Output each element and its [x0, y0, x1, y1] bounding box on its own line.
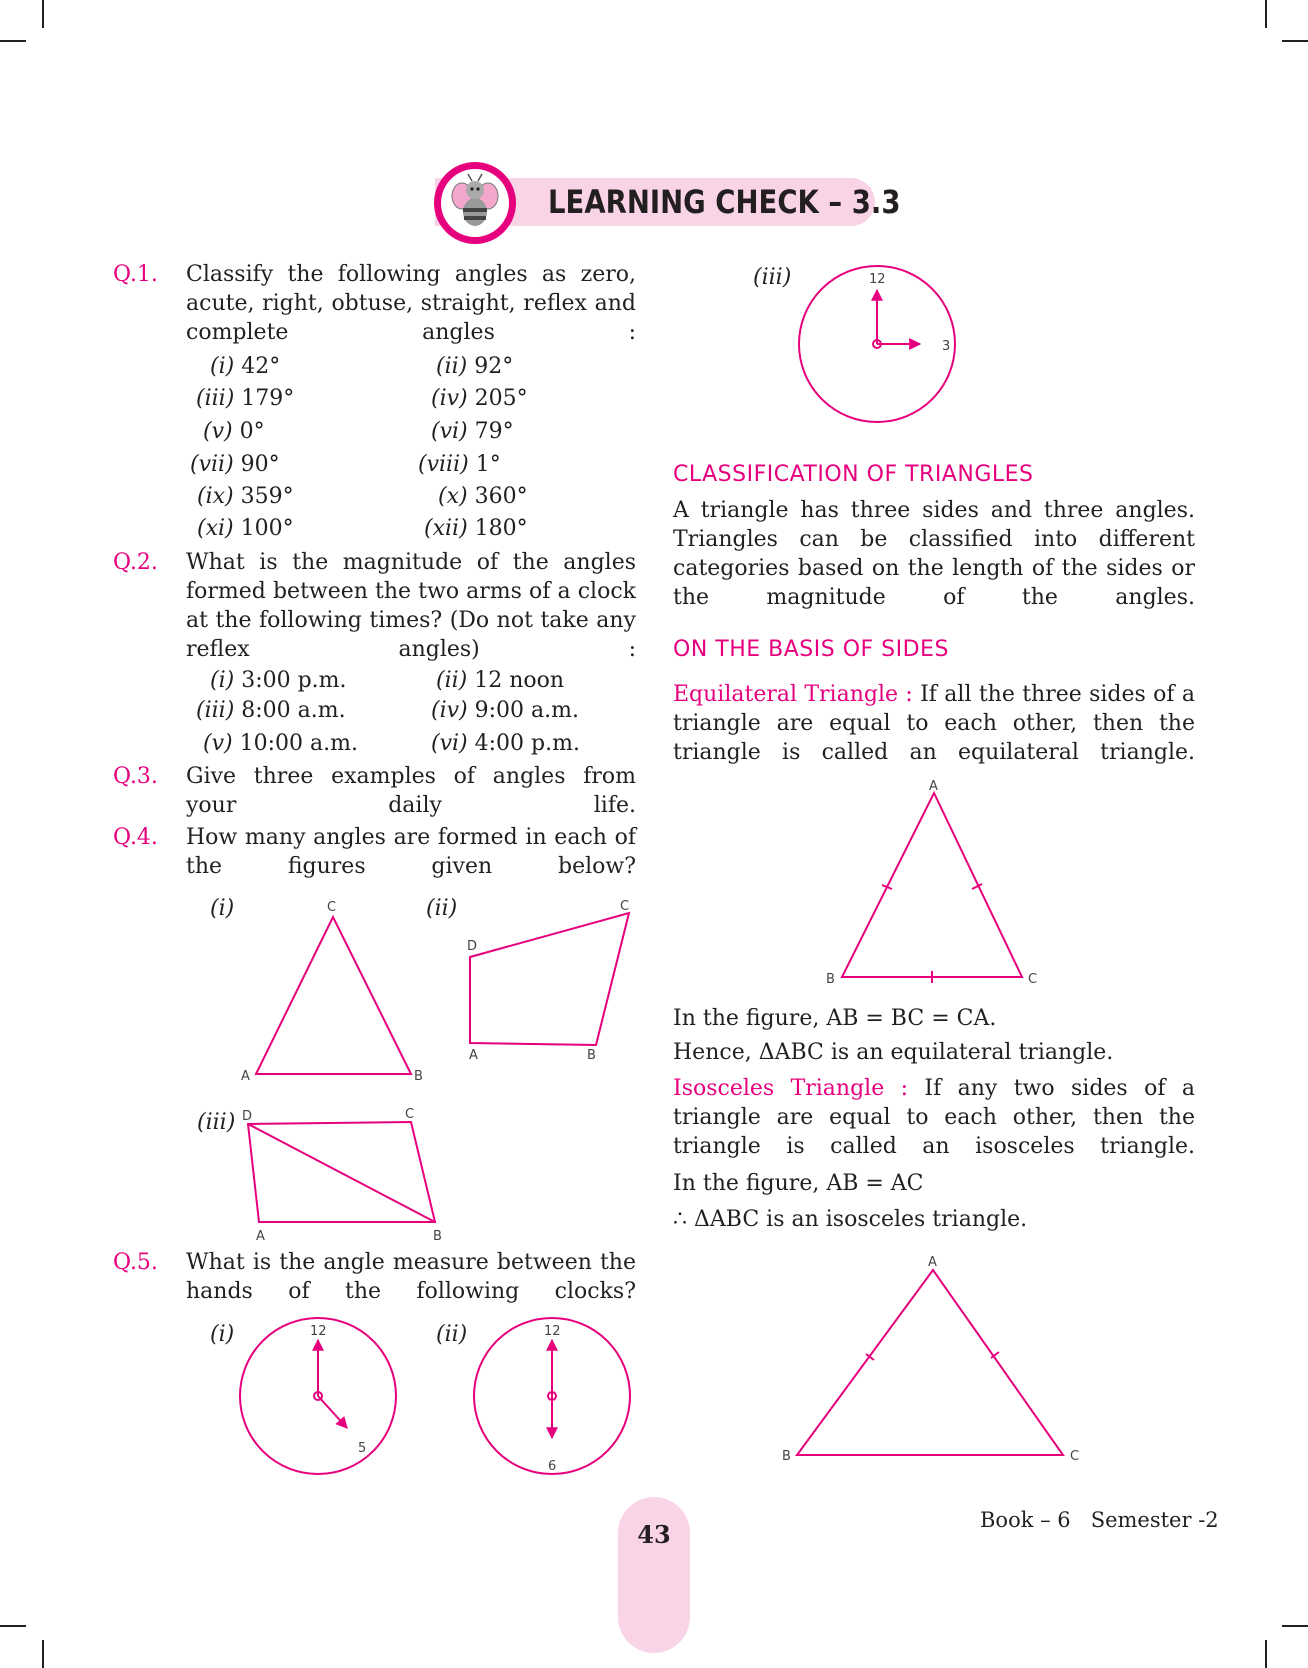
q1-item: (iv) 205°: [431, 386, 528, 411]
q2-item: (i) 3:00 p.m.: [210, 668, 347, 693]
fig2-label-b: B: [587, 1048, 596, 1063]
q2-item: (iv) 9:00 a.m.: [431, 698, 579, 723]
q4-number: Q.4.: [113, 825, 158, 850]
isosceles-paragraph: [673, 1074, 1195, 1161]
fig2-label: (ii): [426, 896, 458, 921]
clock2-label: (ii): [436, 1322, 468, 1347]
q2-item: (vi) 4:00 p.m.: [431, 731, 580, 756]
equilateral-paragraph: [673, 680, 1195, 767]
fig3-label: (iii): [197, 1110, 236, 1135]
fig3-label-a: A: [256, 1229, 265, 1244]
q2-number: Q.2.: [113, 550, 158, 575]
q1-item: (xii) 180°: [424, 516, 528, 541]
clock2-six: 6: [548, 1459, 557, 1474]
classification-text: A triangle has three sides and three angles. Triangles can be classified into different categories based on the length of the sides or the magnitude of the angles.: [673, 498, 1195, 610]
q4-text: How many angles are formed in each of the figures given below?: [186, 825, 636, 879]
clock1-twelve: 12: [310, 1324, 327, 1339]
page-number: 43: [637, 1520, 671, 1549]
q3-number: Q.3.: [113, 764, 158, 789]
q5-number: Q.5.: [113, 1250, 158, 1275]
fig2-quadrilateral: [470, 913, 629, 1045]
q2-text: What is the magnitude of the angles formed between the two arms of a clock at the following times? (Do not take any reflex angles) :: [186, 550, 636, 662]
q1-item: (iii) 179°: [196, 386, 295, 411]
eq-label-a: A: [929, 779, 938, 794]
fig1-label-c: C: [327, 900, 337, 915]
q1-item: (v) 0°: [203, 419, 265, 444]
q2-item: (ii) 12 noon: [436, 668, 565, 693]
fig1-label-a: A: [241, 1069, 250, 1084]
fig2-label-c: C: [620, 899, 630, 914]
q1-number: Q.1.: [113, 262, 158, 287]
fig1-triangle: [256, 917, 411, 1074]
q1-text: Classify the following angles as zero, acute, right, obtuse, straight, reflex and complete angles :: [186, 262, 636, 345]
clock3-twelve: 12: [869, 272, 886, 287]
clock3-label: (iii): [753, 265, 792, 290]
q1-item: (ii) 92°: [436, 354, 514, 379]
page-title: LEARNING CHECK – 3.3: [548, 183, 901, 221]
fig2-label-a: A: [469, 1048, 478, 1063]
fig3-diagonal: [248, 1124, 435, 1222]
iso-line-2: ∴ ΔABC is an isosceles triangle.: [673, 1207, 1028, 1232]
q1-item: (i) 42°: [210, 354, 281, 379]
q2-item: (v) 10:00 a.m.: [203, 731, 358, 756]
classification-heading: CLASSIFICATION OF TRIANGLES: [673, 462, 1034, 487]
fig3-label-b: B: [433, 1229, 442, 1244]
footer-book: Book – 6: [980, 1508, 1071, 1532]
iso-label-a: A: [928, 1255, 937, 1270]
footer-semester: Semester -2: [1090, 1508, 1219, 1532]
iso-label-c: C: [1070, 1449, 1080, 1464]
q1-item: (ix) 359°: [197, 484, 294, 509]
fig1-label-b: B: [414, 1069, 423, 1084]
q1-item: (viii) 1°: [418, 452, 501, 477]
sides-heading: ON THE BASIS OF SIDES: [673, 637, 949, 662]
iso-label-b: B: [782, 1449, 791, 1464]
q1-item: (vi) 79°: [431, 419, 514, 444]
equilateral-term: Equilateral Triangle :: [673, 682, 913, 707]
fig2-label-d: D: [467, 939, 478, 954]
clock1-five: 5: [358, 1441, 367, 1456]
q5-text: What is the angle measure between the hands of the following clocks?: [186, 1250, 636, 1304]
clock3-three: 3: [942, 339, 951, 354]
q1-item: (xi) 100°: [197, 516, 294, 541]
q2-item: (iii) 8:00 a.m.: [196, 698, 346, 723]
fig3-label-c: C: [405, 1107, 415, 1122]
eq-line-2: Hence, ΔABC is an equilateral triangle.: [673, 1040, 1114, 1065]
fig3-label-d: D: [242, 1109, 253, 1124]
iso-line-1: In the figure, AB = AC: [673, 1171, 924, 1196]
isosceles-text: If any two sides of a triangle are equal to each other, then the triangle is called an isosceles triangle.: [673, 1076, 1195, 1159]
fig1-label: (i): [210, 896, 235, 921]
clock2-twelve: 12: [544, 1324, 561, 1339]
equilateral-text: If all the three sides of a triangle are equal to each other, then the triangle is called an equilateral triangle.: [673, 682, 1196, 765]
footer-book-info: [980, 1508, 1219, 1532]
q1-item: (x) 360°: [438, 484, 528, 509]
q1-item: (vii) 90°: [190, 452, 280, 477]
isosceles-term: Isosceles Triangle :: [673, 1076, 909, 1101]
q3-text: Give three examples of angles from your daily life.: [186, 764, 636, 818]
eq-label-c: C: [1028, 972, 1038, 987]
eq-line-1: In the figure, AB = BC = CA.: [673, 1006, 997, 1031]
clock1-label: (i): [210, 1322, 235, 1347]
eq-label-b: B: [826, 972, 835, 987]
